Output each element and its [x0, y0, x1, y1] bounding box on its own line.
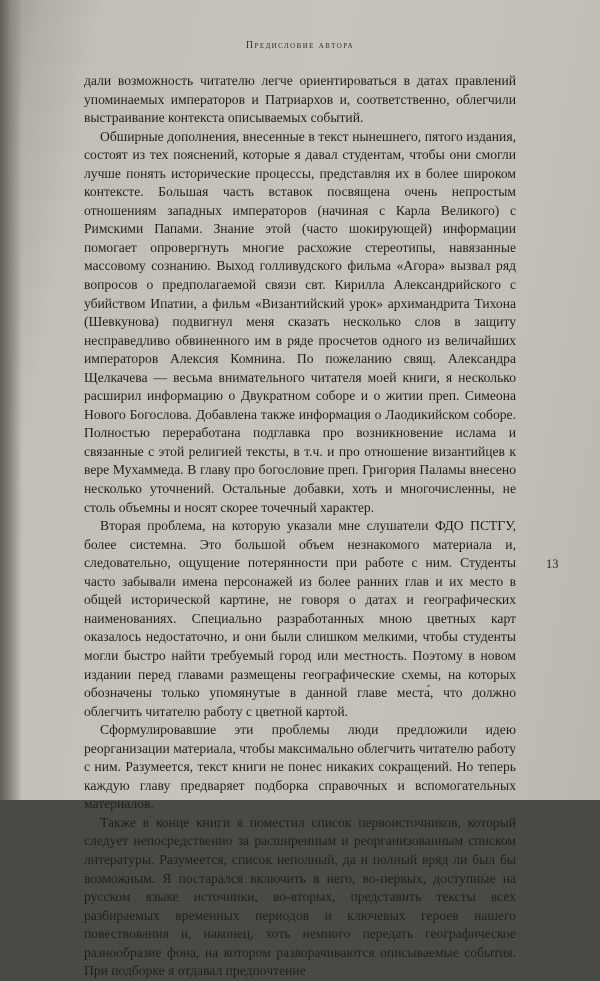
- running-head: Предисловие автора: [245, 40, 355, 51]
- page-number: 13: [546, 557, 559, 571]
- paragraph-1: дали возможность читателю легче ориентироваться в датах правлений упоминаемых императоров и Патриархов и, соответственно, облегчили выстраивание контекста описываемых событий.: [84, 73, 516, 126]
- paragraph-2: Обширные дополнения, внесенные в текст нынешнего, пятого издания, состоят из тех пояснений, которые я давал студентам, чтобы они смогли лучше понять исторические процессы, представляя их в более широком контексте. Большая часть вставок посвящена очень непростым отношениям западных императоров (начиная с Карла Великого) с Римскими Папами. Знание этой (часто шокирующей) информации помогает опровергнуть многие расхожие стереотипы, навязанные массовому сознанию. Выход голливудского фильма «Агора» вызвал ряд вопросов о предполагаемой связи свт. Кирилла Александрийского с убийством Ипатии, а фильм «Византийский урок» архимандрита Тихона (Шевкунова) подвигнул меня сказать несколько слов в защиту несправедливо обвиненного им в ряде просчетов одного из величайших императоров Алексия Комнина. По пожеланию свящ. Александра Щелкачева — весьма внимательного читателя моей книги, я несколько расширил информацию о Двукратном соборе и о житии преп. Симеона Нового Богослова. Добавлена также информация о Лаодикийском соборе. Полностью переработана подглавка про возникновение ислама и связанные с этой религией тексты, в т.ч. и про отношение византийцев к вере Мухаммеда. В главу про богословие преп. Григория Паламы внесено несколько уточнений. Остальные добавки, хоть и многочисленны, не столь объемны и носят скорее точечный характер.: [84, 128, 516, 515]
- paragraph-5: Также в конце книги я поместил список первоисточников, который следует непосредственно за расширенным и реорганизованным списком литературы. Разумеется, список неполный, да и полный вряд ли был бы возможным. Я постарался включить в него, во-первых, доступные на русском языке источники, во-вторых, представить тексты всех разбираемых временных периодов и ключевых героев нашего повествования и, наконец, хоть немного передать географическое разнообразие фона, на котором разворачиваются описываемые события. При подборке я отдавал предпочтение: [84, 814, 516, 979]
- paragraph-4: Сформулировавшие эти проблемы люди предложили идею реорганизации материала, чтобы максимально облегчить читателю работу с ним. Разумеется, текст книги не понес никаких сокращений. Но теперь каждую главу предваряет подборка справочных и вспомогательных материалов.: [84, 722, 516, 812]
- page-gutter-shadow: [0, 0, 22, 800]
- body-text: [84, 72, 516, 981]
- paragraph-3: Вторая проблема, на которую указали мне слушатели ФДО ПСТГУ, более системна. Это большой объем незнакомого материала и, следовательно, ощущение потерянности при работе с ним. Студенты часто забывали имена персонажей из более ранних глав и их место в общей исторической картине, не говоря о датах и географических наименованиях. Специально разработанных мною цветных карт оказалось недостаточно, и они были слишком мелкими, чтобы студенты могли быстро найти требуемый город или местность. Поэтому в новом издании перед главами размещены географические схемы, на которых обозначены только упомянутые в данной главе места́, что должно облегчить читателю работу с цветной картой.: [84, 518, 516, 719]
